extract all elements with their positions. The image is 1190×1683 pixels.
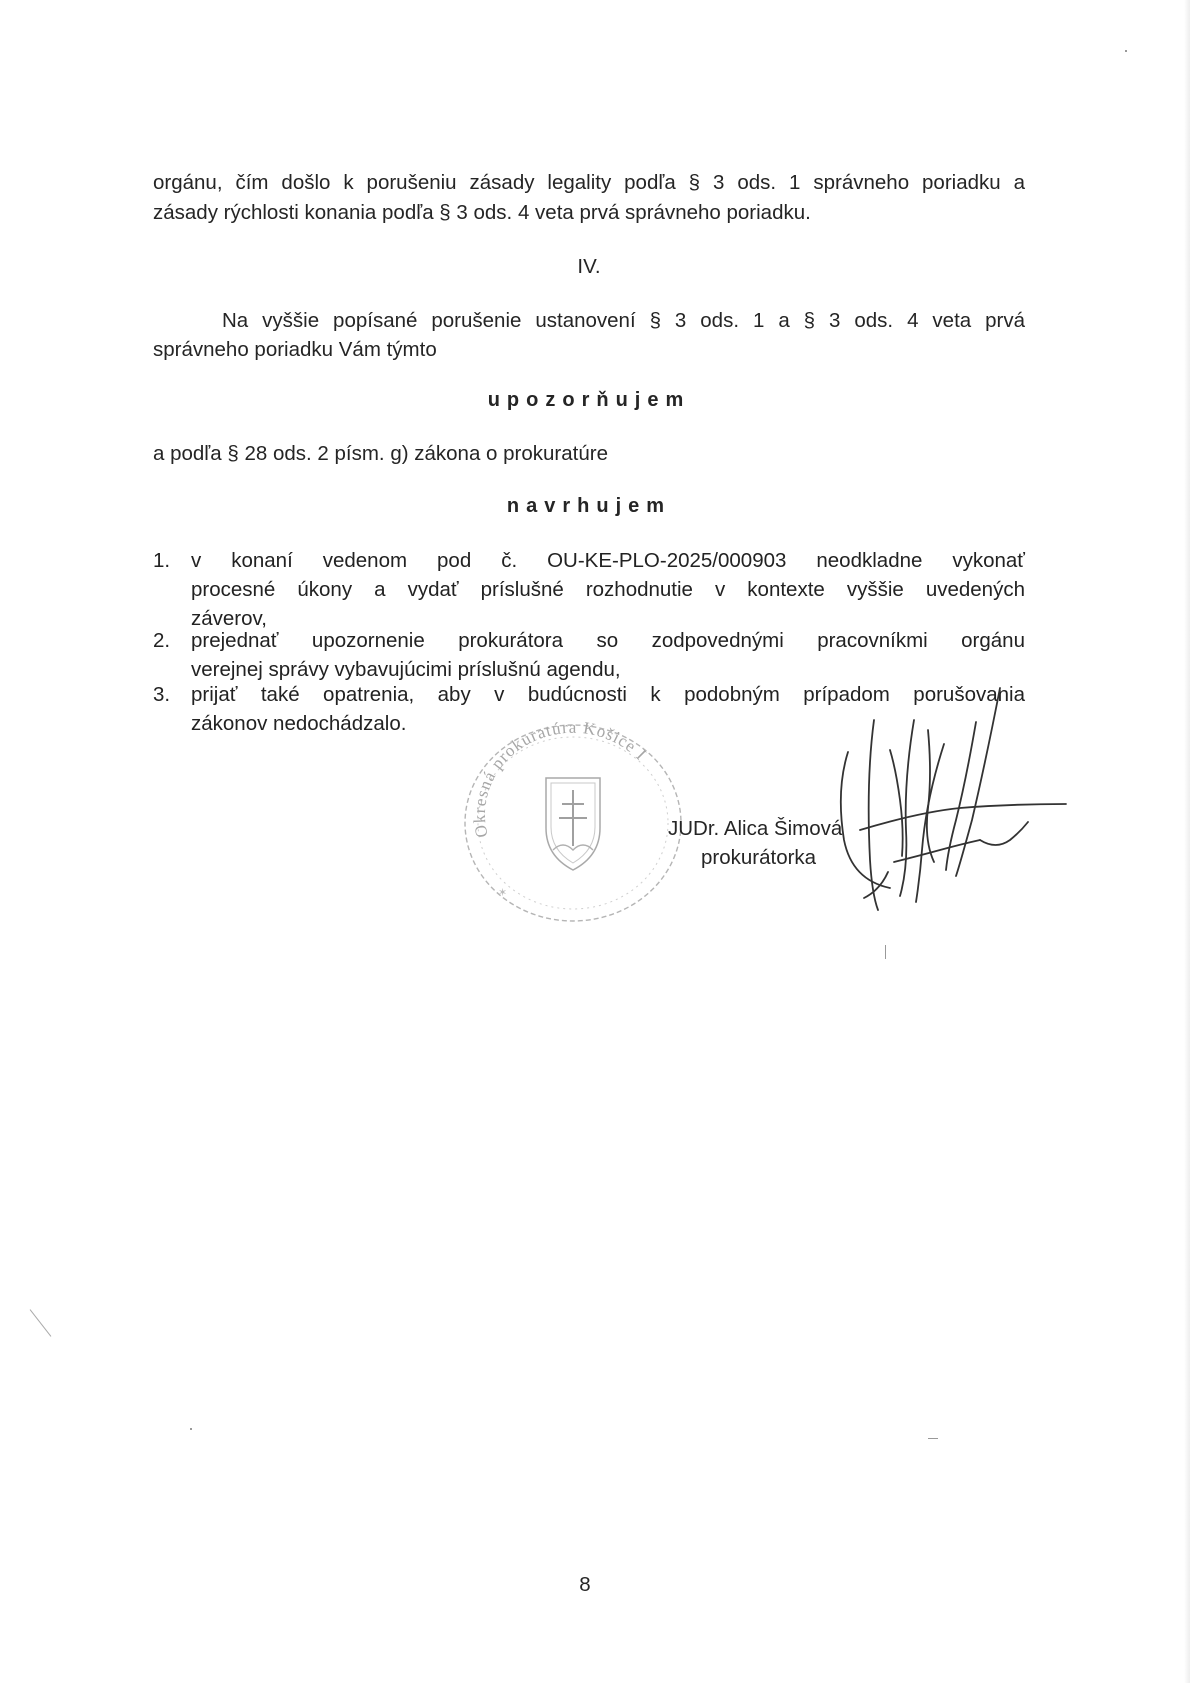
- list-item-line: procesné úkony a vydať príslušné rozhodnutie v kontexte vyššie uvedených: [191, 578, 1025, 601]
- list-item-number: 3.: [153, 683, 171, 706]
- list-item-line: verejnej správy vybavujúcimi príslušnú agendu,: [191, 658, 621, 681]
- scan-speck: [928, 1438, 938, 1439]
- list-item-text: [191, 546, 1025, 633]
- list-item-line: prijať také opatrenia, aby v budúcnosti k podobným prípadom porušovania: [191, 683, 1025, 706]
- scan-speck: [190, 1428, 192, 1430]
- paragraph-notice-line-1: Na vyššie popísané porušenie ustanovení § 3 ods. 1 a § 3 ods. 4 veta prvá: [222, 309, 1025, 332]
- list-item-number: 2.: [153, 629, 171, 652]
- stamp-star-icon: ✶: [498, 887, 508, 899]
- paragraph-legal-basis: a podľa § 28 ods. 2 písm. g) zákona o prokuratúre: [153, 442, 608, 465]
- list-item-line: v konaní vedenom pod č. OU-KE-PLO-2025/000903 neodkladne vykonať: [191, 549, 1025, 572]
- signatory-title: prokurátorka: [701, 846, 817, 869]
- list-item-line: prejednať upozornenie prokurátora so zodpovednými pracovníkmi orgánu: [191, 629, 1025, 652]
- coat-of-arms-icon: [546, 778, 600, 870]
- paragraph-top-line-2: zásady rýchlosti konania podľa § 3 ods. 4 veta prvá správneho poriadku.: [153, 201, 811, 224]
- signatory-name: JUDr. Alica Šimová: [668, 817, 843, 840]
- page-edge: [1184, 0, 1190, 1683]
- list-item-line: záverov,: [191, 607, 267, 630]
- scan-speck: [1125, 50, 1127, 52]
- keyword-navrhujem: navrhujem: [506, 495, 672, 517]
- stamp-text: Okresná prokuratúra Košice I: [469, 718, 651, 840]
- scan-speck: [30, 1309, 52, 1336]
- handwritten-signature: [830, 680, 1130, 950]
- paragraph-top-line-1: orgánu, čím došlo k porušeniu zásady legality podľa § 3 ods. 1 správneho poriadku a: [153, 171, 1025, 194]
- keyword-upozornujem: upozorňujem: [487, 389, 691, 411]
- section-heading: IV.: [577, 255, 601, 278]
- scan-speck: [885, 945, 886, 959]
- list-item-text: [191, 626, 1025, 684]
- official-stamp: [458, 718, 688, 928]
- list-item-line: zákonov nedochádzalo.: [191, 712, 407, 735]
- page-number: 8: [579, 1573, 591, 1596]
- paragraph-notice-line-2: správneho poriadku Vám týmto: [153, 338, 437, 361]
- list-item-number: 1.: [153, 549, 171, 572]
